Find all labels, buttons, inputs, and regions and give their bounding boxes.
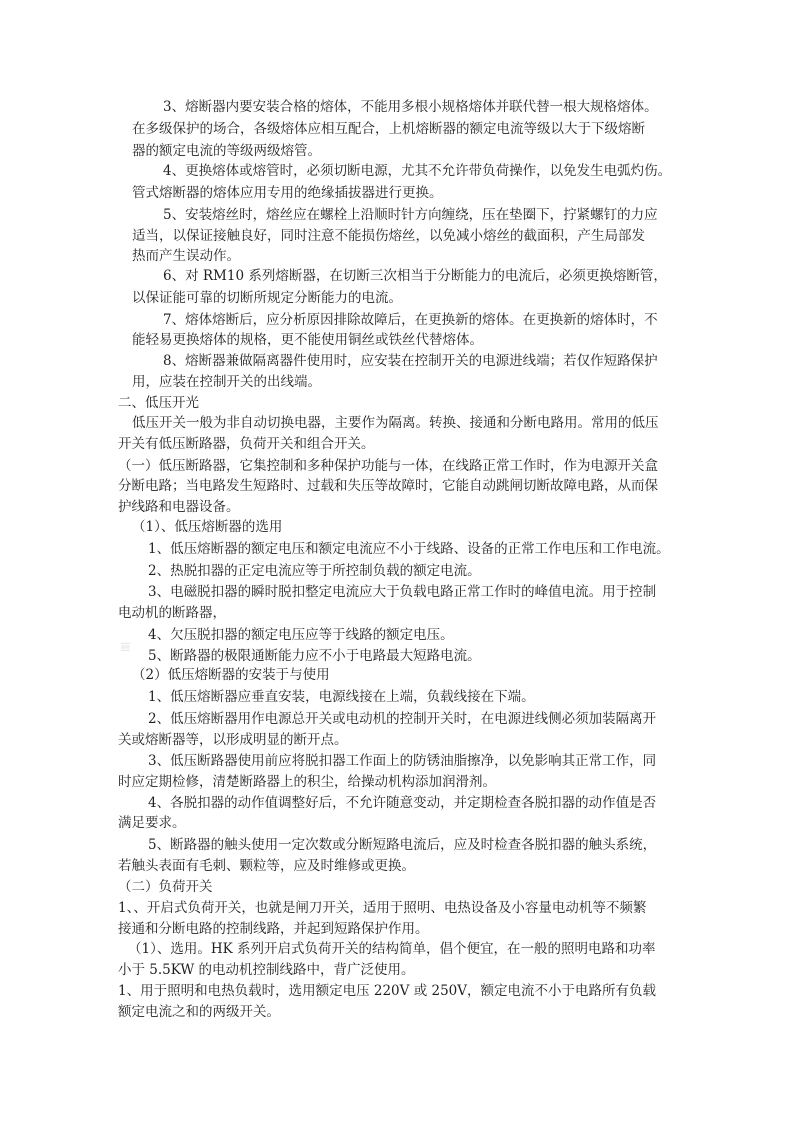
text-line: 1、低压熔断器的额定电压和额定电流应不小于线路、设备的正常工作电压和工作电流。 (148, 541, 670, 557)
text-line: 时应定期检修，清楚断路器上的积尘，给操动机构添加润滑剂。 (118, 774, 496, 790)
text-line: 热而产生误动作。 (132, 248, 240, 264)
text-line: 4、更换熔体或熔管时，必须切断电源，尤其不允许带负荷操作，以免发生电弧灼伤。 (163, 163, 672, 179)
subsection-heading: （1）、低压熔断器的选用 (132, 519, 283, 535)
text-line: 在多级保护的场合，各级熔体应相互配合，上机熔断器的额定电流等级以大于下级熔断 (132, 121, 645, 137)
text-line: 接通和分断电路的控制线路，并起到短路保护作用。 (118, 921, 429, 937)
text-line: 5、安装熔丝时，熔丝应在螺栓上沿顺时针方向缠绕，压在垫圈下，拧紧螺钉的力应 (163, 207, 658, 223)
text-line: 能轻易更换熔体的规格，更不能使用铜丝或铁丝代替熔体。 (132, 332, 483, 348)
text-line: （一）低压断路器，它集控制和多种保护功能与一体，在线路正常工作时，作为电源开关盒 (118, 458, 658, 474)
text-line: 1、低压熔断器应垂直安装，电源线接在上端，负载线接在下端。 (148, 689, 535, 705)
text-line: 关或熔断器等，以形成明显的断开点。 (118, 732, 348, 748)
text-line: 5、断路器的触头使用一定次数或分断短路电流后，应及时检查各脱扣器的触头系统， (148, 837, 657, 853)
text-line: 管式熔断器的熔体应用专用的绝缘插拔器进行更换。 (132, 185, 443, 201)
text-line: 护线路和电器设备。 (118, 499, 240, 515)
section-heading: 二、低压开光 (118, 395, 199, 411)
text-line: 用，应装在控制开关的出线端。 (132, 374, 321, 390)
text-line: 4、各脱扣器的动作值调整好后，不允许随意变动，并定期检查各脱扣器的动作值是否 (148, 795, 657, 811)
text-line: 以保证能可靠的切断所规定分断能力的电流。 (132, 290, 402, 306)
text-line: 器的额定电流的等级两级熔管。 (132, 143, 321, 159)
text-line: 8、熔断器兼做隔离器件使用时，应安装在控制开关的电源进线端；若仅作短路保护 (163, 353, 658, 369)
text-line: 6、对 RM10 系列熔断器，在切断三次相当于分断能力的电流后，必须更换熔断管， (163, 268, 667, 284)
text-line: 3、电磁脱扣器的瞬时脱扣整定电流应大于负载电路正常工作时的峰值电流。用于控制 (148, 584, 657, 600)
text-line: 3、熔断器内要安装合格的熔体，不能用多根小规格熔体并联代替一根大规格熔体。 (163, 99, 658, 115)
text-line: 小于 5.5KW 的电动机控制线路中，背广泛使用。 (118, 962, 415, 978)
text-line: 1、用于照明和电热负载时，选用额定电压 220V 或 250V，额定电流不小于电路所有负载 (118, 983, 656, 999)
text-line: 电动机的断路器， (118, 605, 226, 621)
text-line: （1）、选用。HK 系列开启式负荷开关的结构简单，倡个便宜，在一般的照明电路和功率 (128, 941, 656, 957)
text-line: 1、、开启式负荷开关，也就是闸刀开关，适用于照明、电热设备及小容量电动机等不频繁 (118, 900, 647, 916)
watermark-mark: 𝌆 (120, 640, 131, 654)
text-line: 3、低压断路器使用前应将脱扣器工作面上的防锈油脂擦净，以免影响其正常工作，同 (148, 753, 657, 769)
text-line: 5、断路器的极限通断能力应不小于电路最大短路电流。 (148, 648, 481, 664)
subsection-heading: （2）低压熔断器的安装于与使用 (132, 667, 330, 683)
text-line: 满足要求。 (118, 815, 186, 831)
text-line: 若触头表面有毛刺、颗粒等，应及时维修或更换。 (118, 858, 415, 874)
text-line: 低压开关一般为非自动切换电器，主要作为隔离。转换、接通和分断电路用。常用的低压 (132, 415, 659, 431)
text-line: 额定电流之和的两级开关。 (118, 1004, 280, 1020)
section-heading: （二）负荷开关 (118, 879, 213, 895)
text-line: 开关有低压断路器，负荷开关和组合开关。 (118, 436, 375, 452)
text-line: 7、熔体熔断后，应分析原因排除故障后，在更换新的熔体。在更换新的熔体时，不 (163, 312, 658, 328)
text-line: 分断电路；当电路发生短路时、过载和失压等故障时，它能自动跳闸切断故障电路，从而保 (118, 478, 658, 494)
text-line: 适当，以保证接触良好，同时注意不能损伤熔丝，以免减小熔丝的截面积，产生局部发 (132, 228, 645, 244)
text-line: 2、低压熔断器用作电源总开关或电动机的控制开关时，在电源进线侧必须加装隔离开 (148, 711, 657, 727)
text-line: 4、欠压脱扣器的额定电压应等于线路的额定电压。 (148, 627, 454, 643)
text-line: 2、热脱扣器的正定电流应等于所控制负载的额定电流。 (148, 563, 481, 579)
